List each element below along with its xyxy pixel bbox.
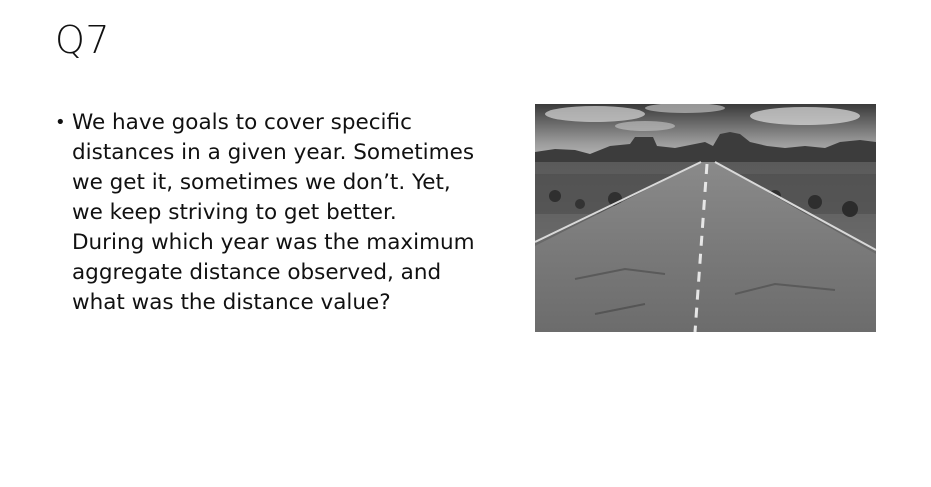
bullet-list [55, 108, 475, 318]
bullet-text: We have goals to cover specific distances in a given year. Sometimes we get it, sometimes we don’t. Yet, we keep striving to get better. During which year was the maximum aggregate distance observed, and what was the distance value? [72, 110, 475, 315]
road-photo-icon [535, 104, 876, 332]
bullet-item [55, 108, 475, 318]
road-photo [535, 104, 876, 332]
slide-title: Q7 [55, 18, 111, 62]
bullet-dot-icon: • [55, 112, 66, 133]
